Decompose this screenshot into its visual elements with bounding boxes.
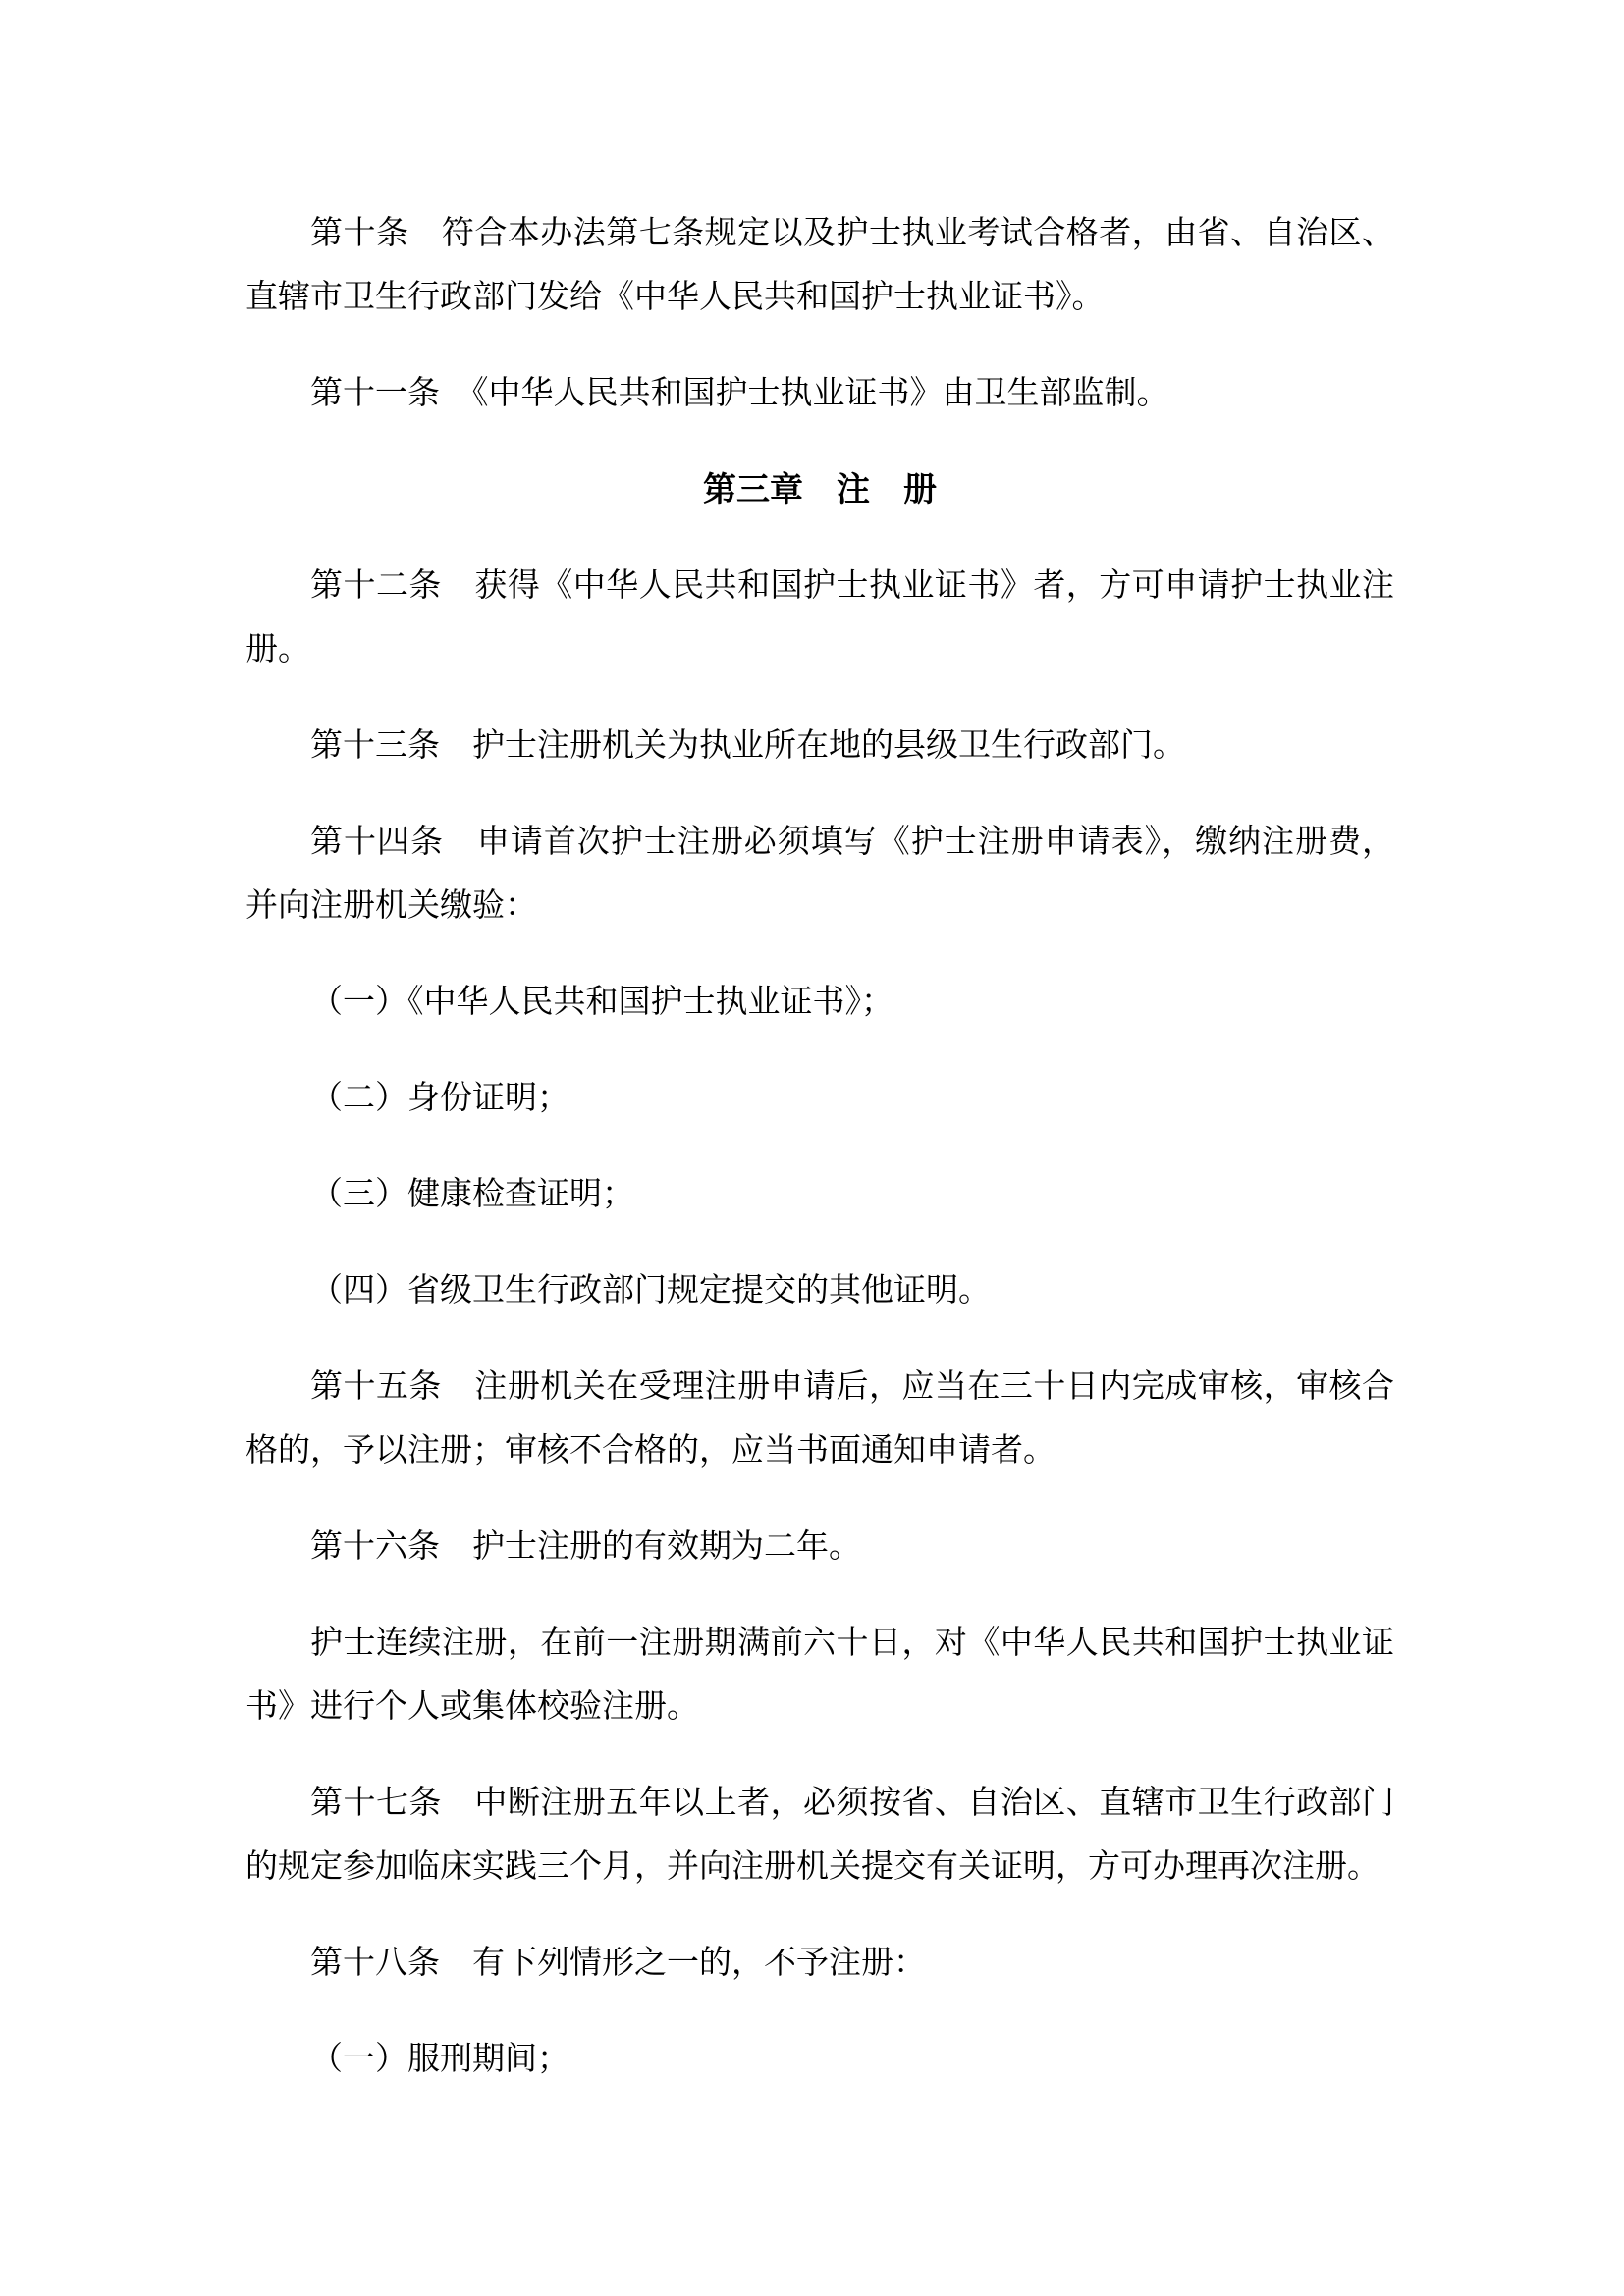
article-paragraph: 第十一条 《中华人民共和国护士执业证书》由卫生部监制。: [310, 376, 1169, 411]
article-paragraph: 第十六条 护士注册的有效期为二年。: [310, 1529, 861, 1565]
article-paragraph: （一）《中华人民共和国护士执业证书》；: [310, 985, 893, 1020]
article-paragraph: 第十二条 获得《中华人民共和国护士执业证书》者，方可申请护士执业注册。: [245, 568, 1394, 667]
article-paragraph: （三）健康检查证明；: [310, 1177, 634, 1212]
article-paragraph: 第十七条 中断注册五年以上者，必须按省、自治区、直辖市卫生行政部门的规定参加临床实践三个月，并向注册机关提交有关证明，方可办理再次注册。: [245, 1786, 1394, 1885]
document-body: [245, 202, 1394, 2092]
article-paragraph: 第十五条 注册机关在受理注册申请后，应当在三十日内完成审核，审核合格的，予以注册；审核不合格的，应当书面通知申请者。: [245, 1369, 1394, 1468]
article-paragraph: 第十三条 护士注册机关为执业所在地的县级卫生行政部门。: [310, 728, 1185, 764]
article-paragraph: （二）身份证明；: [310, 1081, 569, 1116]
chapter-heading: 第三章 注 册: [703, 472, 937, 508]
article-paragraph: （四）省级卫生行政部门规定提交的其他证明。: [310, 1273, 991, 1308]
article-paragraph: 第十条 符合本办法第七条规定以及护士执业考试合格者，由省、自治区、直辖市卫生行政部门发给《中华人民共和国护士执业证书》。: [245, 216, 1394, 315]
article-paragraph: （一）服刑期间；: [310, 2042, 569, 2077]
article-paragraph: 第十八条 有下列情形之一的，不予注册：: [310, 1946, 926, 1981]
article-paragraph: 第十四条 申请首次护士注册必须填写《护士注册申请表》，缴纳注册费，并向注册机关缴验：: [245, 825, 1394, 924]
article-paragraph: 护士连续注册，在前一注册期满前六十日，对《中华人民共和国护士执业证书》进行个人或集体校验注册。: [245, 1626, 1394, 1725]
